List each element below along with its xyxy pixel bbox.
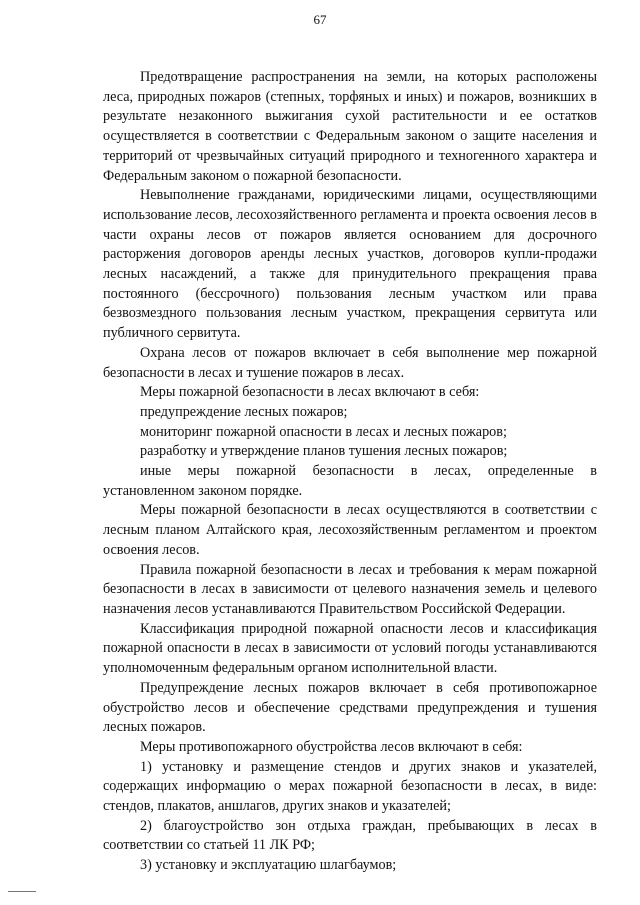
paragraph: Охрана лесов от пожаров включает в себя выполнение мер пожарной безопасности в лесах и тушение пожаров в лесах. bbox=[103, 344, 597, 381]
list-item: 2) благоустройство зон отдыха граждан, пребывающих в лесах в соответствии со статьей 11 ЛК РФ; bbox=[103, 817, 597, 854]
paragraph: Невыполнение гражданами, юридическими лицами, осуществляющими использование лесов, лесохозяйственного регламента и проекта освоения лесов в части охраны лесов от пожаров является основанием для досрочного расторжения договоров аренды лесных участков, договоров купли-продажи лесных насаждений, а также для принудительного прекращения права постоянного (бессрочного) пользования лесным участком или права безвозмездного пользования лесным участком, прекращения сервитута или публичного сервитута. bbox=[103, 187, 597, 342]
paragraph: Предотвращение распространения на земли, на которых расположены леса, природных пожаров (степных, торфяных и иных) и пожаров, возникших в результате незаконного выжигания сухой растительности и ее остатков осуществляется в соответствии с Федеральным законом о защите населения и территорий от чрезвычайных ситуаций природного и техногенного характера и Федеральным законом о пожарной безопасности. bbox=[103, 69, 597, 184]
document-body bbox=[103, 68, 597, 876]
paragraph: Предупреждение лесных пожаров включает в себя противопожарное обустройство лесов и обеспечение средствами предупреждения и тушения лесных пожаров. bbox=[103, 679, 597, 736]
page-number: 67 bbox=[313, 12, 327, 27]
list-item: 3) установку и эксплуатацию шлагбаумов; bbox=[140, 857, 397, 874]
list-item: предупреждение лесных пожаров; bbox=[140, 403, 348, 420]
scan-mark bbox=[8, 891, 36, 892]
list-item: разработку и утверждение планов тушения лесных пожаров; bbox=[140, 443, 508, 460]
paragraph: Меры противопожарного обустройства лесов включают в себя: bbox=[140, 738, 523, 755]
paragraph: Классификация природной пожарной опасности лесов и классификация пожарной опасности в лесах в зависимости от условий погоды устанавливаются уполномоченным федеральным органом исполнительной власти. bbox=[103, 620, 597, 677]
list-item: мониторинг пожарной опасности в лесах и лесных пожаров; bbox=[140, 423, 507, 440]
paragraph: Меры пожарной безопасности в лесах включают в себя: bbox=[140, 384, 480, 401]
list-item: 1) установку и размещение стендов и других знаков и указателей, содержащих информацию о мерах пожарной безопасности в лесах, в виде: стендов, плакатов, аншлагов, других знаков и указателей; bbox=[103, 758, 597, 815]
list-item: иные меры пожарной безопасности в лесах, определенные в установленном законом порядке. bbox=[103, 463, 597, 499]
paragraph: Меры пожарной безопасности в лесах осуществляются в соответствии с лесным планом Алтайского края, лесохозяйственным регламентом и проектом освоения лесов. bbox=[103, 502, 597, 558]
paragraph: Правила пожарной безопасности в лесах и требования к мерам пожарной безопасности в лесах в зависимости от целевого назначения земель и целевого назначения лесов устанавливаются Правительством Российской Федерации. bbox=[103, 561, 597, 617]
